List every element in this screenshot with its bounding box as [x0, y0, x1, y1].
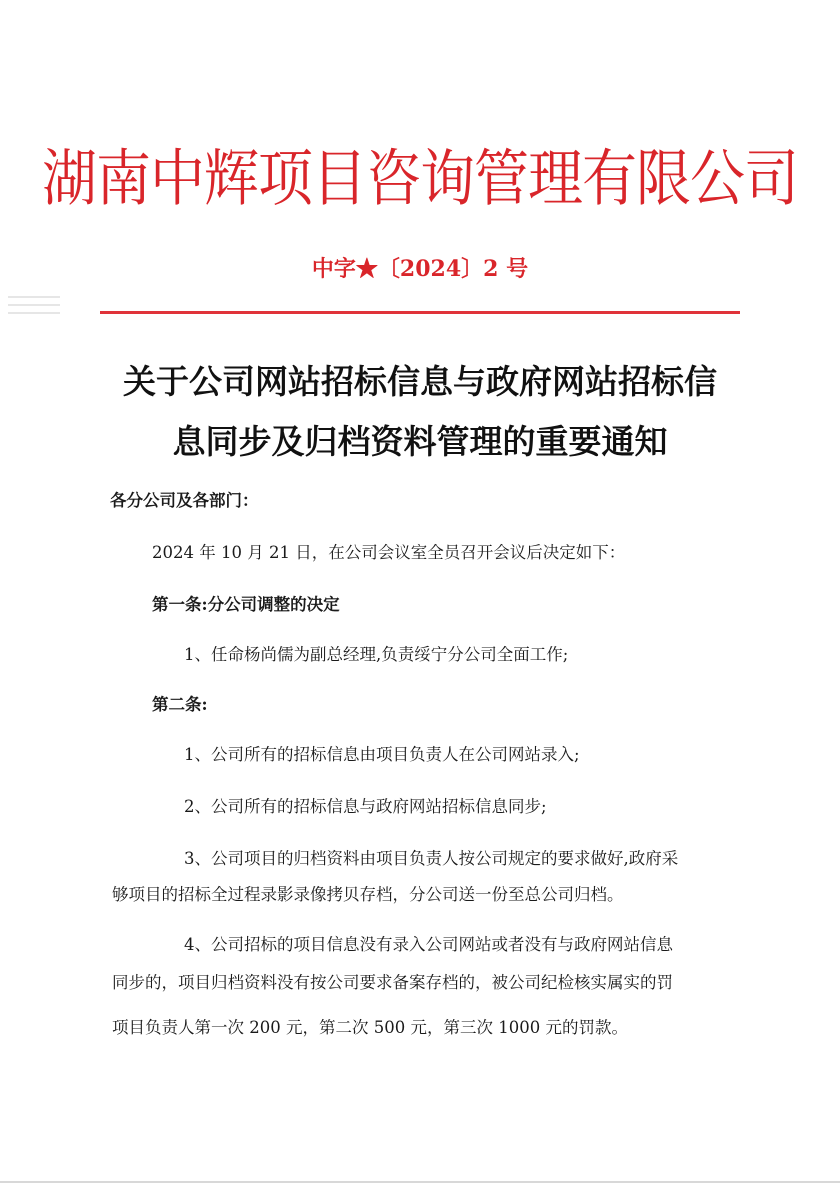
scan-edge-mark [8, 290, 60, 330]
red-divider-line [100, 311, 740, 314]
article-2-item-2: 2、公司所有的招标信息与政府网站招标信息同步; [184, 797, 547, 816]
article-2-heading: 第二条: [152, 695, 208, 714]
article-2-item-4-line-3: 项目负责人第一次 200 元，第二次 500 元，第三次 1000 元的罚款。 [112, 1018, 628, 1037]
article-2-item-4-line-2: 同步的，项目归档资料没有按公司要求备案存档的，被公司纪检核实属实的罚 [112, 973, 673, 992]
page-bottom-edge [0, 1181, 840, 1183]
article-1-heading: 第一条:分公司调整的决定 [152, 595, 340, 614]
article-2-item-1: 1、公司所有的招标信息由项目负责人在公司网站录入; [184, 745, 580, 764]
article-2-item-3-line-1: 3、公司项目的归档资料由项目负责人按公司规定的要求做好,政府采 [184, 849, 679, 868]
article-1-item-1: 1、任命杨尚儒为副总经理,负责绥宁分公司全面工作; [184, 645, 569, 664]
notice-title-line-2: 息同步及归档资料管理的重要通知 [172, 422, 668, 461]
notice-title-line-1: 关于公司网站招标信息与政府网站招标信 [123, 362, 717, 401]
article-2-item-4-line-1: 4、公司招标的项目信息没有录入公司网站或者没有与政府网站信息 [184, 935, 673, 954]
article-2-item-3-line-2: 够项目的招标全过程录影录像拷贝存档，分公司送一份至总公司归档。 [112, 885, 624, 904]
document-number: 中字★〔2024〕2 号 [311, 256, 529, 282]
organization-header: 湖南中辉项目咨询管理有限公司 [41, 142, 798, 214]
salutation: 各分公司及各部门： [110, 491, 259, 510]
intro-paragraph: 2024 年 10 月 21 日，在公司会议室全员召开会议后决定如下： [152, 543, 626, 562]
